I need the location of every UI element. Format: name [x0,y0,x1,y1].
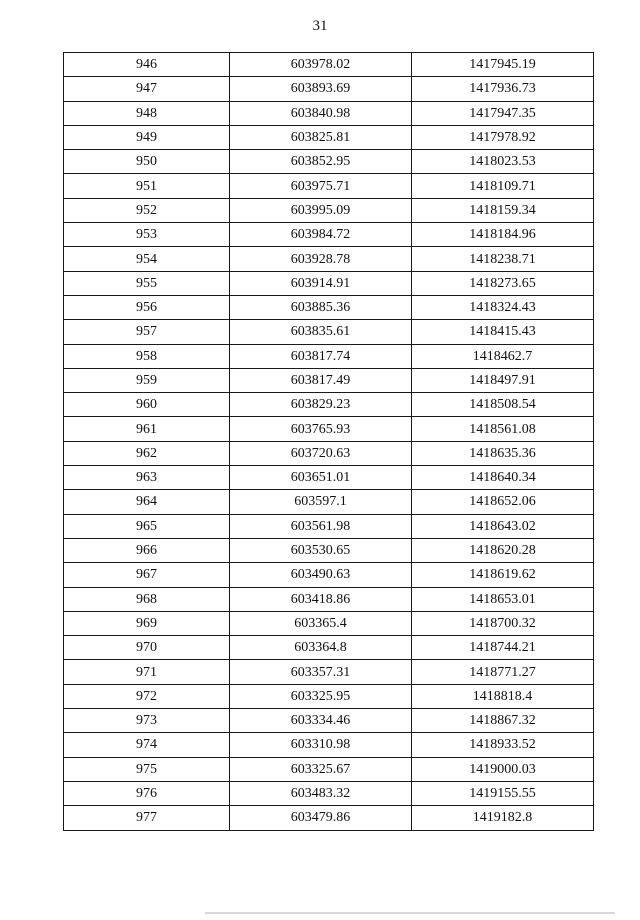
x-coordinate-cell: 603893.69 [230,77,412,101]
table-row [64,733,594,757]
table-row [64,393,594,417]
table-row [64,101,594,125]
table-row [64,368,594,392]
point-number-cell: 949 [64,125,230,149]
y-coordinate-cell: 1419000.03 [412,757,594,781]
table-row [64,271,594,295]
point-number-cell: 972 [64,684,230,708]
table-row [64,223,594,247]
table-row [64,150,594,174]
point-number-cell: 970 [64,636,230,660]
point-number-cell: 960 [64,393,230,417]
x-coordinate-cell: 603825.81 [230,125,412,149]
table-row [64,53,594,77]
x-coordinate-cell: 603975.71 [230,174,412,198]
x-coordinate-cell: 603720.63 [230,441,412,465]
x-coordinate-cell: 603885.36 [230,295,412,319]
x-coordinate-cell: 603817.49 [230,368,412,392]
x-coordinate-cell: 603325.95 [230,684,412,708]
point-number-cell: 971 [64,660,230,684]
table-row [64,757,594,781]
y-coordinate-cell: 1418818.4 [412,684,594,708]
y-coordinate-cell: 1418238.71 [412,247,594,271]
table-row [64,709,594,733]
y-coordinate-cell: 1418561.08 [412,417,594,441]
point-number-cell: 973 [64,709,230,733]
point-number-cell: 951 [64,174,230,198]
bottom-divider [205,912,615,914]
y-coordinate-cell: 1418867.32 [412,709,594,733]
table-row [64,660,594,684]
x-coordinate-cell: 603829.23 [230,393,412,417]
table-row [64,295,594,319]
y-coordinate-cell: 1417947.35 [412,101,594,125]
y-coordinate-cell: 1418462.7 [412,344,594,368]
point-number-cell: 976 [64,781,230,805]
point-number-cell: 966 [64,538,230,562]
y-coordinate-cell: 1418415.43 [412,320,594,344]
y-coordinate-cell: 1418324.43 [412,295,594,319]
y-coordinate-cell: 1419182.8 [412,806,594,830]
point-number-cell: 947 [64,77,230,101]
page-number: 31 [312,18,328,34]
x-coordinate-cell: 603490.63 [230,563,412,587]
table-row [64,77,594,101]
table-body [64,53,594,831]
x-coordinate-cell: 603835.61 [230,320,412,344]
y-coordinate-cell: 1418619.62 [412,563,594,587]
point-number-cell: 977 [64,806,230,830]
table-row [64,806,594,830]
point-number-cell: 975 [64,757,230,781]
point-number-cell: 954 [64,247,230,271]
table-row [64,563,594,587]
x-coordinate-cell: 603984.72 [230,223,412,247]
y-coordinate-cell: 1418497.91 [412,368,594,392]
point-number-cell: 950 [64,150,230,174]
y-coordinate-cell: 1418635.36 [412,441,594,465]
point-number-cell: 953 [64,223,230,247]
point-number-cell: 958 [64,344,230,368]
y-coordinate-cell: 1418273.65 [412,271,594,295]
table-row [64,781,594,805]
table-row [64,198,594,222]
table-row [64,587,594,611]
y-coordinate-cell: 1418653.01 [412,587,594,611]
point-number-cell: 963 [64,466,230,490]
x-coordinate-cell: 603561.98 [230,514,412,538]
point-number-cell: 968 [64,587,230,611]
y-coordinate-cell: 1418184.96 [412,223,594,247]
table-row [64,684,594,708]
x-coordinate-cell: 603325.67 [230,757,412,781]
x-coordinate-cell: 603334.46 [230,709,412,733]
point-number-cell: 956 [64,295,230,319]
x-coordinate-cell: 603817.74 [230,344,412,368]
x-coordinate-cell: 603840.98 [230,101,412,125]
y-coordinate-cell: 1418933.52 [412,733,594,757]
x-coordinate-cell: 603483.32 [230,781,412,805]
table-row [64,514,594,538]
y-coordinate-cell: 1417945.19 [412,53,594,77]
x-coordinate-cell: 603651.01 [230,466,412,490]
x-coordinate-cell: 603597.1 [230,490,412,514]
coordinates-table [63,52,594,831]
x-coordinate-cell: 603310.98 [230,733,412,757]
x-coordinate-cell: 603978.02 [230,53,412,77]
point-number-cell: 946 [64,53,230,77]
table-row [64,636,594,660]
point-number-cell: 948 [64,101,230,125]
y-coordinate-cell: 1419155.55 [412,781,594,805]
point-number-cell: 955 [64,271,230,295]
table-row [64,538,594,562]
x-coordinate-cell: 603995.09 [230,198,412,222]
point-number-cell: 959 [64,368,230,392]
point-number-cell: 952 [64,198,230,222]
x-coordinate-cell: 603357.31 [230,660,412,684]
x-coordinate-cell: 603418.86 [230,587,412,611]
y-coordinate-cell: 1418640.34 [412,466,594,490]
table-row [64,466,594,490]
y-coordinate-cell: 1417978.92 [412,125,594,149]
point-number-cell: 964 [64,490,230,514]
y-coordinate-cell: 1418023.53 [412,150,594,174]
x-coordinate-cell: 603852.95 [230,150,412,174]
y-coordinate-cell: 1418620.28 [412,538,594,562]
y-coordinate-cell: 1417936.73 [412,77,594,101]
point-number-cell: 962 [64,441,230,465]
point-number-cell: 965 [64,514,230,538]
x-coordinate-cell: 603365.4 [230,611,412,635]
y-coordinate-cell: 1418652.06 [412,490,594,514]
point-number-cell: 961 [64,417,230,441]
x-coordinate-cell: 603928.78 [230,247,412,271]
y-coordinate-cell: 1418508.54 [412,393,594,417]
point-number-cell: 969 [64,611,230,635]
x-coordinate-cell: 603530.65 [230,538,412,562]
table-row [64,344,594,368]
table-row [64,417,594,441]
x-coordinate-cell: 603364.8 [230,636,412,660]
point-number-cell: 957 [64,320,230,344]
y-coordinate-cell: 1418771.27 [412,660,594,684]
table-row [64,125,594,149]
y-coordinate-cell: 1418643.02 [412,514,594,538]
y-coordinate-cell: 1418700.32 [412,611,594,635]
x-coordinate-cell: 603479.86 [230,806,412,830]
table-row [64,611,594,635]
y-coordinate-cell: 1418109.71 [412,174,594,198]
point-number-cell: 974 [64,733,230,757]
table-row [64,174,594,198]
table-row [64,490,594,514]
x-coordinate-cell: 603914.91 [230,271,412,295]
table-row [64,441,594,465]
table-row [64,247,594,271]
point-number-cell: 967 [64,563,230,587]
table-row [64,320,594,344]
y-coordinate-cell: 1418744.21 [412,636,594,660]
y-coordinate-cell: 1418159.34 [412,198,594,222]
x-coordinate-cell: 603765.93 [230,417,412,441]
